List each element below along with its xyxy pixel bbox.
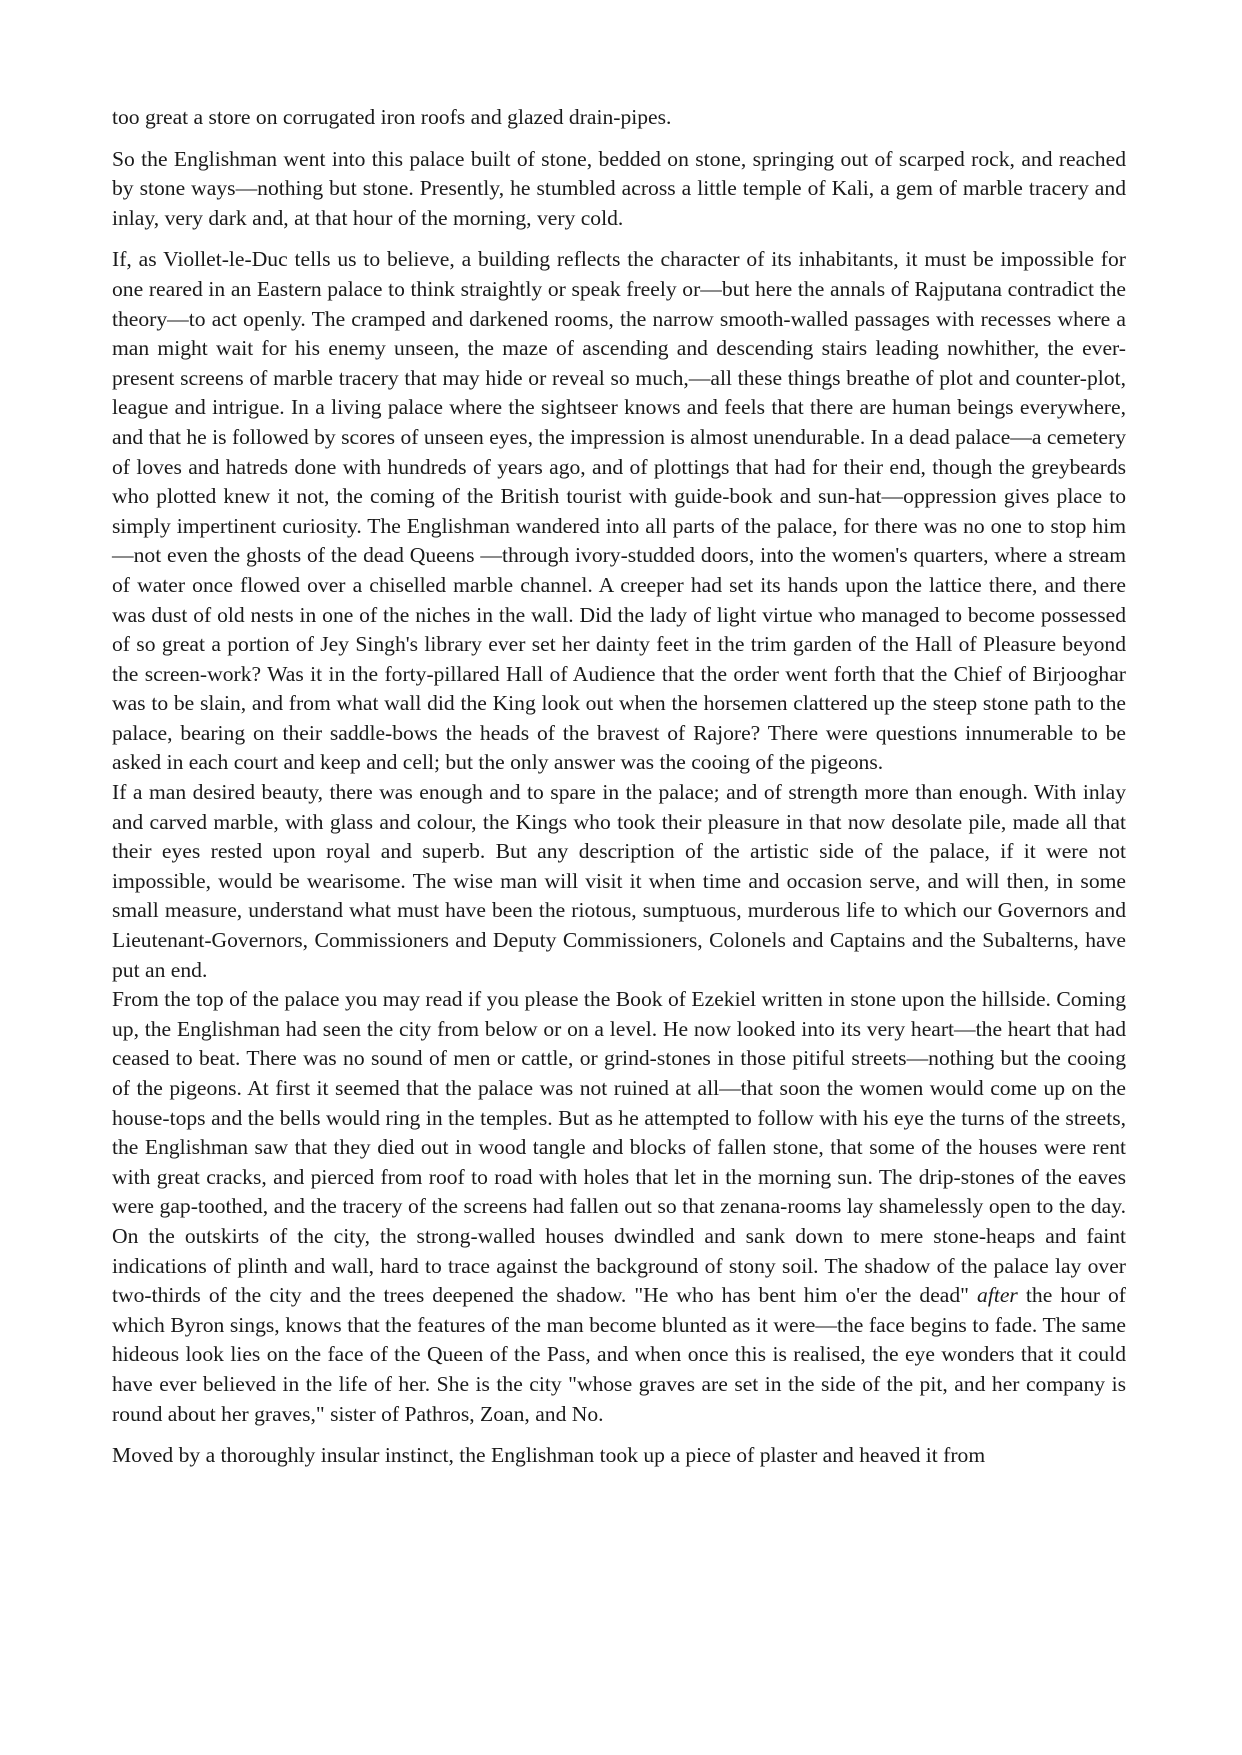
document-page <box>112 103 1126 1471</box>
paragraph-5-text-after: the hour of which Byron sings, knows that the features of the man become blunted as it were—the face begins to fade. The same hideous look lies on the face of the Queen of the Pass, and when once this is realised, the eye wonders that it could have ever believed in the life of her. She is the city "whose graves are set in the side of the pit, and her company is round about her graves," sister of Pathros, Zoan, and No. <box>112 1283 1126 1426</box>
paragraph-3: If, as Viollet-le-Duc tells us to believe, a building reflects the character of its inhabitants, it must be impossible for one reared in an Eastern palace to think straightly or speak freely or—but here the annals of Rajputana contradict the theory—to act openly. The cramped and darkened rooms, the narrow smooth-walled passages with recesses where a man might wait for his enemy unseen, the maze of ascending and descending stairs leading nowhither, the ever-present screens of marble tracery that may hide or reveal so much,—all these things breathe of plot and counter-plot, league and intrigue. In a living palace where the sightseer knows and feels that there are human beings everywhere, and that he is followed by scores of unseen eyes, the impression is almost unendurable. In a dead palace—a cemetery of loves and hatreds done with hundreds of years ago, and of plottings that had for their end, though the greybeards who plotted knew it not, the coming of the British tourist with guide-book and sun-hat—oppression gives place to simply impertinent curiosity. The Englishman wandered into all parts of the palace, for there was no one to stop him—not even the ghosts of the dead Queens —through ivory-studded doors, into the women's quarters, where a stream of water once flowed over a chiselled marble channel. A creeper had set its hands upon the lattice there, and there was dust of old nests in one of the niches in the wall. Did the lady of light virtue who managed to become possessed of so great a portion of Jey Singh's library ever set her dainty feet in the trim garden of the Hall of Pleasure beyond the screen-work? Was it in the forty-pillared Hall of Audience that the order went forth that the Chief of Birjooghar was to be slain, and from what wall did the King look out when the horsemen clattered up the steep stone path to the palace, bearing on their saddle-bows the heads of the bravest of Rajore? There were questions innumerable to be asked in each court and keep and cell; but the only answer was the cooing of the pigeons. <box>112 247 1126 775</box>
emphasis-after: after <box>977 1283 1018 1308</box>
paragraph-1: too great a store on corrugated iron roofs and glazed drain-pipes. <box>112 105 672 129</box>
paragraph-2: So the Englishman went into this palace built of stone, bedded on stone, springing out of scarped rock, and reached by stone ways—nothing but stone. Presently, he stumbled across a little temple of Kali, a gem of marble tracery and inlay, very dark and, at that hour of the morning, very cold. <box>112 146 1126 230</box>
paragraph-6: Moved by a thoroughly insular instinct, the Englishman took up a piece of plaster and heaved it from <box>112 1443 986 1468</box>
paragraph-4: If a man desired beauty, there was enough and to spare in the palace; and of strength more than enough. With inlay and carved marble, with glass and colour, the Kings who took their pleasure in that now desolate pile, made all that their eyes rested upon royal and superb. But any description of the artistic side of the palace, if it were not impossible, would be wearisome. The wise man will visit it when time and occasion serve, and will then, in some small measure, understand what must have been the riotous, sumptuous, murderous life to which our Governors and Lieutenant-Governors, Commissioners and Deputy Commissioners, Colonels and Captains and the Subalterns, have put an end. <box>112 780 1126 982</box>
paragraph-5-text-before: From the top of the palace you may read if you please the Book of Ezekiel written in stone upon the hillside. Coming up, the Englishman had seen the city from below or on a level. He now looked into its very heart—the heart that had ceased to beat. There was no sound of men or cattle, or grind-stones in those pitiful streets—nothing but the cooing of the pigeons. At first it seemed that the palace was not ruined at all—that soon the women would come up on the house-tops and the bells would ring in the temples. But as he attempted to follow with his eye the turns of the streets, the Englishman saw that they died out in wood tangle and blocks of fallen stone, that some of the houses were rent with great cracks, and pierced from roof to road with holes that let in the morning sun. The drip-stones of the eaves were gap-toothed, and the tracery of the screens had fallen out so that zenana-rooms lay shamelessly open to the day. On the outskirts of the city, the strong-walled houses dwindled and sank down to mere stone-heaps and faint indications of plinth and wall, hard to trace against the background of stony soil. The shadow of the palace lay over two-thirds of the city and the trees deepened the shadow. "He who has bent him o'er the dead" <box>112 987 1126 1308</box>
paragraph-5 <box>112 985 1126 1429</box>
